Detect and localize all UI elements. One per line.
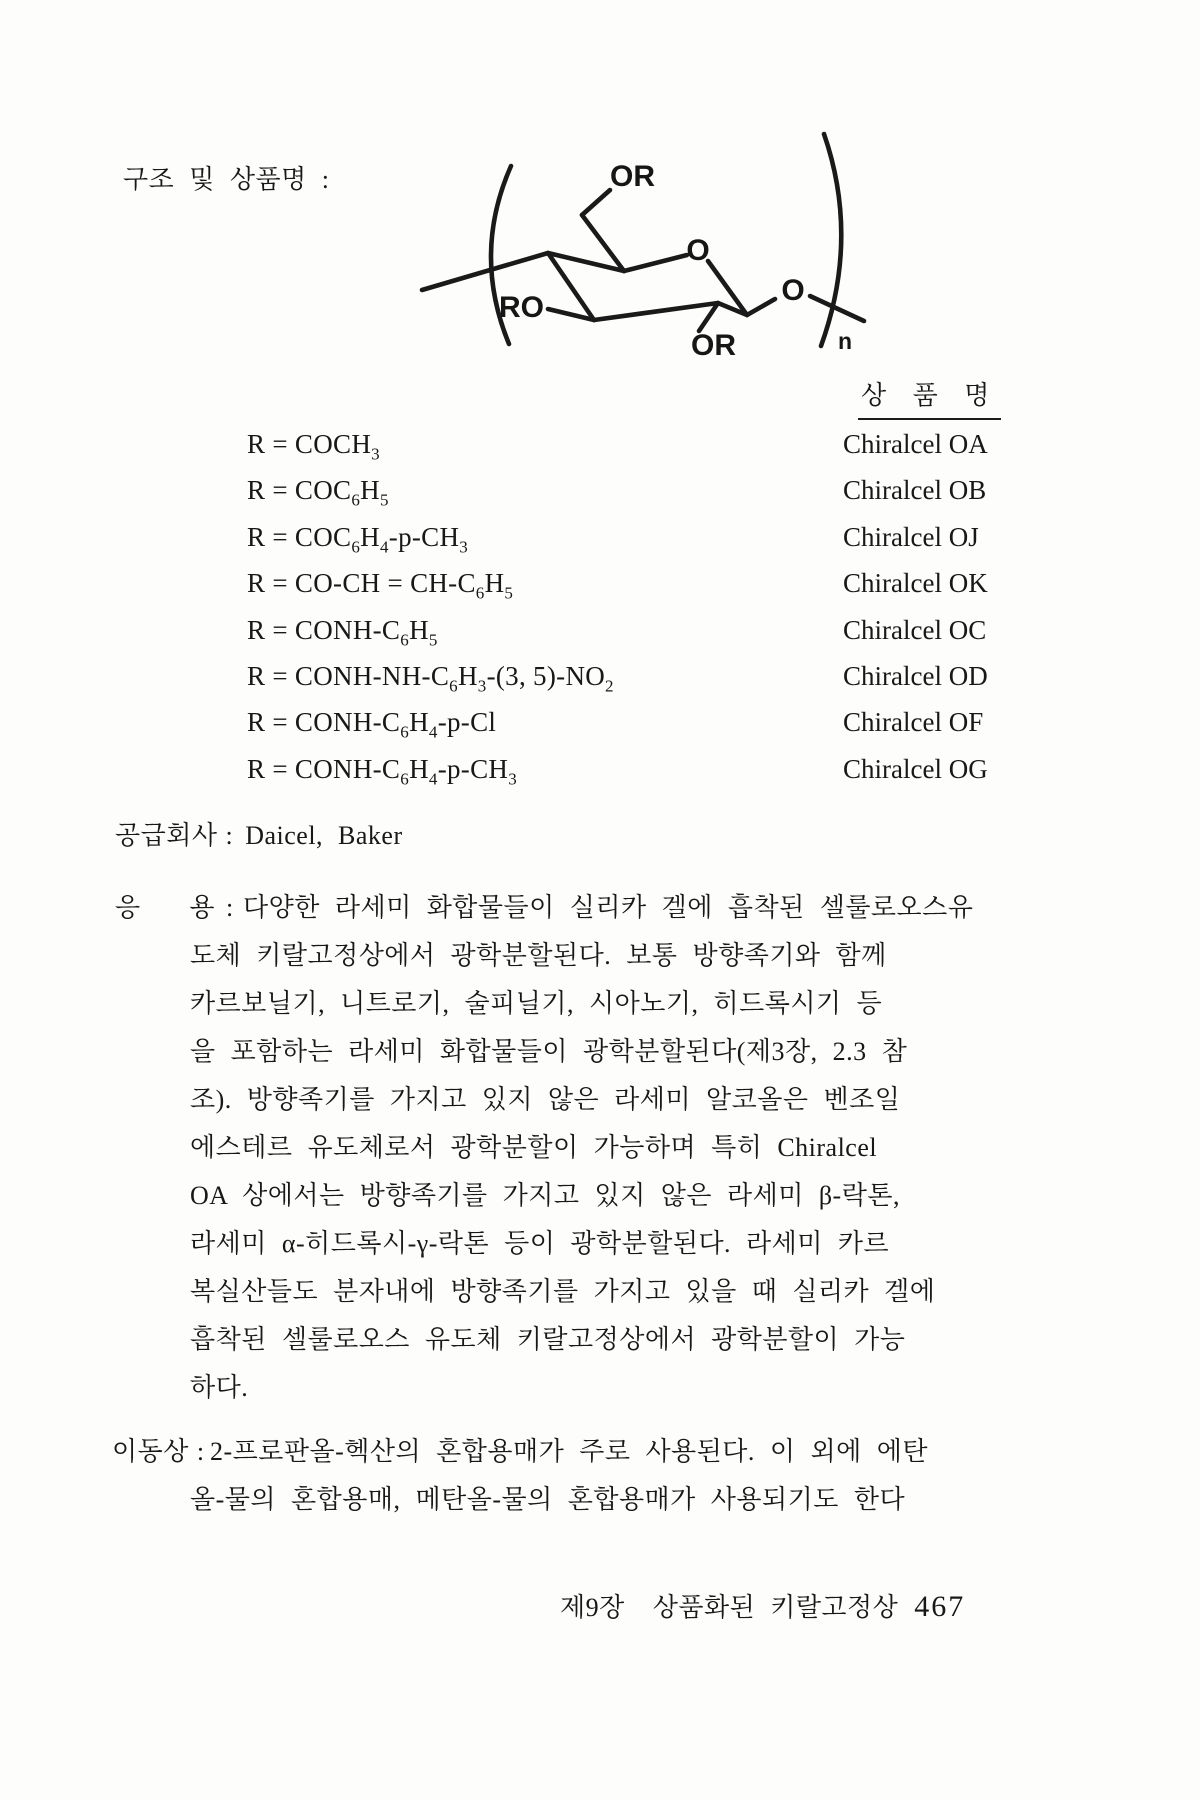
table-row [247, 467, 1067, 513]
mobile-phase-label: 이동상 [112, 1437, 189, 1466]
repeat-n-label: n [838, 328, 853, 354]
left-chain-bond [422, 253, 548, 290]
application-line: 을 포함하는 라세미 화합물들이 광학분할된다(제3장, 2.3 참 [190, 1037, 908, 1066]
footer-title: 상품화된 키랄고정상 [652, 1593, 899, 1622]
table-row [247, 560, 1067, 606]
mobile-phase-first-line: 2-프로판올-헥산의 혼합용매가 주로 사용된다. 이 외에 에탄 [210, 1437, 928, 1466]
product-name: Chiralcel OF [843, 707, 984, 738]
table-row [247, 699, 1067, 745]
product-name: Chiralcel OA [843, 429, 988, 459]
application-line: 하다. [190, 1373, 249, 1402]
mobile-phase-line: 올-물의 혼합용매, 메탄올-물의 혼합용매가 사용되기도 한다 [190, 1485, 906, 1514]
r-group-formula: R = CONH-$C_6H_5$ [247, 614, 438, 649]
application-line: 에스테르 유도체로서 광학분할이 가능하며 특히 Chiralcel [190, 1133, 878, 1162]
supplier-row [115, 812, 403, 860]
glycosidic-o-label: O [781, 274, 805, 307]
application-line: 라세미 α-히드록시-γ-락톤 등이 광학분할된다. 라세미 카르 [190, 1229, 890, 1258]
table-row [247, 607, 1067, 653]
glyco-exit-bond [810, 296, 864, 321]
r-group-formula: $R = COC_6H_5$ [247, 475, 389, 510]
table-row [247, 514, 1067, 560]
application-line: 카르보닐기, 니트로기, 술피닐기, 시아노기, 히드록시기 등 [190, 989, 883, 1018]
structure-section-label: 구조 및 상품명 : [123, 165, 330, 194]
or-top-label: OR [610, 160, 655, 193]
ro-left-label: RO [499, 291, 544, 324]
r-group-formula: $R = COCH_3$ [247, 429, 380, 464]
application-line: 조). 방향족기를 가지고 있지 않은 라세미 알코올은 벤조일 [190, 1085, 901, 1114]
product-name: Chiralcel OJ [843, 521, 979, 552]
page-footer [560, 1585, 965, 1629]
r-group-product-table [247, 421, 1067, 792]
cellulose-structure-diagram [408, 116, 888, 356]
product-name-column-header: 상 품 명 [858, 376, 1001, 420]
ch2-or-bond [582, 190, 610, 215]
product-name: Chiralcel OK [843, 568, 988, 599]
supplier-label: 공급회사 [115, 821, 218, 850]
application-line: 복실산들도 분자내에 방향족기를 가지고 있을 때 실리카 겔에 [190, 1277, 936, 1306]
mobile-phase-paragraph [190, 1476, 905, 1524]
product-name: Chiralcel OB [843, 475, 987, 506]
right-parenthesis [821, 134, 841, 346]
r-group-formula: R = CONH-$C_6H_4-p-CH_3$ [247, 753, 517, 789]
r-group-formula: R = CONH-$C_6H_4-p-Cl$ [247, 707, 497, 742]
table-row [247, 746, 1067, 792]
c1-glyco-o-bond [747, 299, 775, 315]
r-group-formula: R = CONH-$NH-C_6H_3-(3$, $5)-NO_2$ [247, 660, 614, 696]
footer-page-number: 467 [914, 1590, 966, 1623]
application-paragraph [190, 932, 935, 1412]
application-line: 도체 키랄고정상에서 광학분할된다. 보통 방향족기와 함께 [190, 941, 887, 970]
front-bottom-edge [594, 303, 718, 320]
product-name: Chiralcel OD [843, 660, 988, 691]
table-row [247, 653, 1067, 699]
product-name: Chiralcel OG [843, 753, 988, 784]
supplier-value: Daicel, Baker [245, 821, 403, 850]
footer-chapter: 제9장 [560, 1593, 625, 1622]
or-bottom-label: OR [691, 329, 736, 356]
c5-ring-o-bond [624, 255, 687, 271]
application-first-line: 다양한 라세미 화합물들이 실리카 겔에 흡착된 셀룰로오스유 [243, 893, 974, 922]
supplier-colon: : [225, 821, 234, 850]
product-name: Chiralcel OC [843, 614, 987, 645]
application-label: 응 용 [115, 893, 215, 922]
application-colon: : [226, 893, 234, 922]
application-line: OA 상에서는 방향족기를 가지고 있지 않은 라세미 β-락톤, [190, 1181, 900, 1210]
application-line: 흡착된 셀룰로오스 유도체 키랄고정상에서 광학분할이 가능 [190, 1325, 906, 1354]
mobile-phase-colon: : [196, 1437, 205, 1466]
mobile-phase-label-row [112, 1428, 205, 1476]
r-group-formula: $R = COC_6H_4-p-CH_3$ [247, 521, 469, 557]
r-group-formula: $R = CO-CH = CH-C_6H_5$ [247, 568, 514, 603]
table-row [247, 421, 1067, 467]
ring-o-label: O [686, 234, 710, 267]
